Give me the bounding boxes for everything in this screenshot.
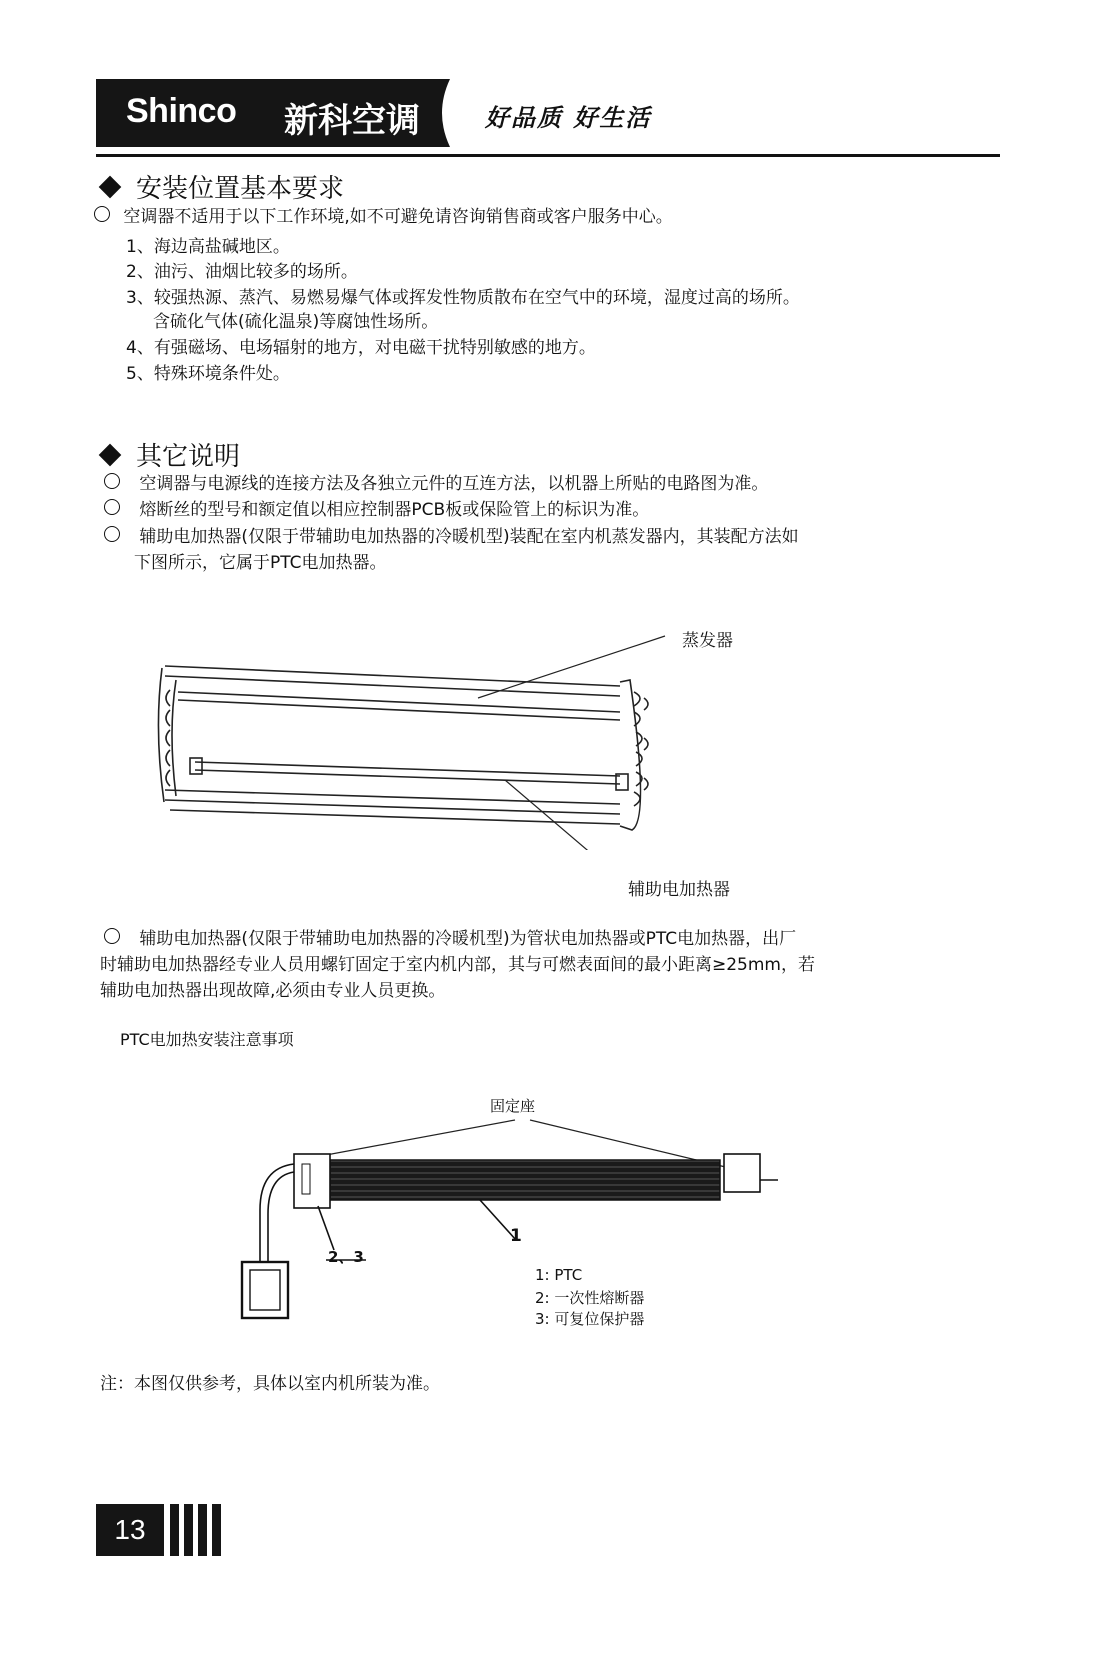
footer-stripe [170, 1504, 179, 1556]
label-part-2-3: 2、3 [328, 1248, 364, 1266]
circle-bullet-icon [94, 206, 110, 222]
section2-bullet-3: 辅助电加热器(仅限于带辅助电加热器的冷暖机型)装配在室内机蒸发器内，其装配方法如 [104, 524, 799, 550]
heater-note-line-2: 时辅助电加热器经专业人员用螺钉固定于室内机内部，其与可燃表面间的最小距离≥25mm，若 [100, 955, 815, 975]
figure2-caption: PTC电加热安装注意事项 [120, 1030, 294, 1049]
label-evaporator: 蒸发器 [682, 631, 733, 651]
legend-item: 1: PTC [535, 1266, 583, 1284]
footer-stripe [184, 1504, 193, 1556]
section2-bullet-2: 熔断丝的型号和额定值以相应控制器PCB板或保险管上的标识为准。 [104, 497, 649, 523]
section1-title-text: 安装位置基本要求 [136, 174, 345, 204]
section-title-install-location [96, 168, 344, 205]
label-aux-heater: 辅助电加热器 [628, 880, 730, 900]
brand-name-cn: 新科空调 [284, 101, 420, 141]
section2-bullet-1: 空调器与电源线的连接方法及各独立元件的互连方法，以机器上所贴的电路图为准。 [104, 471, 768, 497]
label-mount: 固定座 [490, 1097, 536, 1115]
page-number: 13 [96, 1504, 164, 1556]
ptc-heater-diagram [230, 1110, 790, 1340]
circle-bullet-icon [104, 928, 120, 944]
heater-note-line-3: 辅助电加热器出现故障,必须由专业人员更换。 [100, 981, 446, 1001]
circle-bullet-icon [104, 499, 120, 515]
slogan: 好品质 好生活 [485, 103, 652, 132]
list-item: 2、油污、油烟比较多的场所。 [126, 262, 358, 282]
section2-bullet-3-continuation: 下图所示，它属于PTC电加热器。 [134, 553, 387, 573]
heater-note-line-1: 辅助电加热器(仅限于带辅助电加热器的冷暖机型)为管状电加热器或PTC电加热器，出厂 [104, 926, 796, 952]
circle-bullet-icon [104, 473, 120, 489]
footer-stripe [198, 1504, 207, 1556]
section2-title-text: 其它说明 [136, 442, 241, 472]
list-item: 5、特殊环境条件处。 [126, 364, 290, 384]
list-item-continuation: 含硫化气体(硫化温泉)等腐蚀性场所。 [153, 312, 439, 332]
legend-item: 2: 一次性熔断器 [535, 1289, 645, 1307]
brand-logo: Shinco [126, 92, 237, 130]
circle-bullet-icon [104, 526, 120, 542]
header-curve-decoration [432, 79, 472, 147]
evaporator-diagram [150, 620, 710, 850]
section-title-other-notes [96, 436, 240, 473]
legend-item: 3: 可复位保护器 [535, 1310, 645, 1328]
section1-intro: 空调器不适用于以下工作环境,如不可避免请咨询销售商或客户服务中心。 [94, 204, 673, 230]
diamond-bullet-icon [99, 443, 122, 466]
diamond-bullet-icon [99, 175, 122, 198]
label-part-1: 1 [510, 1226, 522, 1246]
footnote: 注：本图仅供参考，具体以室内机所装为准。 [100, 1374, 440, 1394]
list-item: 3、较强热源、蒸汽、易燃易爆气体或挥发性物质散布在空气中的环境，湿度过高的场所。 [126, 288, 800, 308]
header-rule [96, 154, 1000, 157]
list-item: 4、有强磁场、电场辐射的地方，对电磁干扰特别敏感的地方。 [126, 338, 596, 358]
footer-stripe [212, 1504, 221, 1556]
list-item: 1、海边高盐碱地区。 [126, 237, 290, 257]
